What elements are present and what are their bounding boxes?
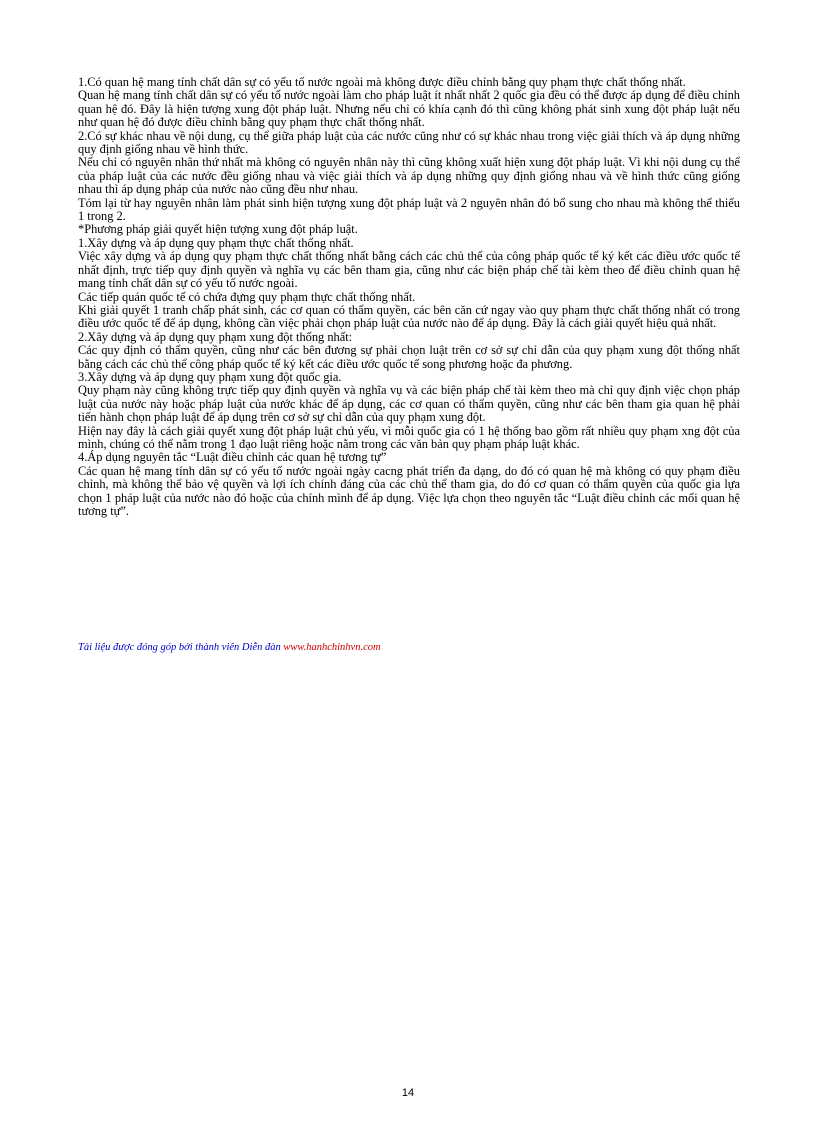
forum-link[interactable]: www.hanhchinhvn.com xyxy=(283,642,381,653)
paragraph: Tóm lại từ hay nguyên nhân làm phát sinh hiện tượng xung đột pháp luật và 2 nguyên nhân đó bổ sung cho nhau mà không thể thiếu 1 trong 2. xyxy=(78,195,740,224)
paragraph: Các quy định có thẩm quyền, cũng như các bên đương sự phải chọn luật trên cơ sở sự chỉ dẫn của quy phạm xung đột thống nhất bằng cách các chủ thể công pháp quốc tế ký kết các điều ước quốc tế song phương hoặc đa phương. xyxy=(78,343,740,371)
subheading: 4.Áp dụng nguyên tắc “Luật điều chỉnh các quan hệ tương tự” xyxy=(78,450,387,465)
paragraph: Việc xây dựng và áp dụng quy phạm thực chất thống nhất bằng cách các chủ thể của công pháp quốc tế ký kết các điều ước quốc tế nhất định, trực tiếp quy định quyền và nghĩa vụ các bên tham gia, cũng như các biện pháp chế tài kèm theo để điều chỉnh quan hệ mang tính chất dân sự có yếu tố nước ngoài. xyxy=(78,249,740,291)
contribution-note xyxy=(78,641,740,654)
subheading: 2.Xây dựng và áp dụng quy phạm xung đột thống nhất: xyxy=(78,329,353,344)
subheading: 3.Xây dựng và áp dụng quy phạm xung đột quốc gia. xyxy=(78,369,342,384)
paragraph: Các tiếp quán quốc tế có chứa đựng quy phạm thực chất thống nhất. xyxy=(78,289,416,304)
page-number: 14 xyxy=(401,1087,415,1099)
paragraph: 1.Có quan hệ mang tính chất dân sự có yếu tố nước ngoài mà không được điều chỉnh bằng quy phạm thực chất thống nhất. xyxy=(78,75,686,89)
section-heading: *Phương pháp giải quyết hiện tượng xung đột pháp luật. xyxy=(78,222,358,237)
contribution-text: Tài liệu được đóng góp bởi thành viên Diễn đàn xyxy=(78,642,284,653)
paragraph: Khi giải quyết 1 tranh chấp phát sinh, các cơ quan có thẩm quyền, các bên căn cứ ngay vào quy phạm thực chất thống nhất có trong điều ước quốc tế để áp dụng, không cần việc phải chọn pháp luật của nước nào để áp dụng. Đây là cách giải quyết hiệu quả nhất. xyxy=(78,302,740,331)
paragraph: Các quan hệ mang tính dân sự có yếu tố nước ngoài ngày cacng phát triển đa dạng, do đó có quan hệ mà không có quy phạm điều chỉnh, mà không thể bảo vệ quyền và lợi ích chính đáng của các chủ thể tham gia, do đó cơ quan có thẩm quyền của quốc gia lựa chọn 1 pháp luật của nước nào đó hoặc của chính mình để áp dụng. Việc lựa chọn theo nguyên tắc “Luật điều chỉnh các mối quan hệ tương tự”. xyxy=(78,463,740,518)
paragraph: Hiện nay đây là cách giải quyết xung đột pháp luật chủ yếu, vì mỗi quốc gia có 1 hệ thống bao gồm rất nhiều quy phạm xng đột của mình, chúng có thể nằm trong 1 đạo luật riêng hoặc nằm trong các văn bản quy phạm pháp luật khác. xyxy=(78,423,740,451)
paragraph: Quy phạm này cũng không trực tiếp quy định quyền và nghĩa vụ và các biện pháp chế tài kèm theo mà chỉ quy định việc chọn pháp luật của nước này hoặc pháp luật của nước khác để áp dụng, các cơ quan có thẩm quyền, cũng như các bên tham gia quan hệ phải tiến hành chọn pháp luật để áp dụng trên cơ sở sự chỉ dẫn của quy phạm xung đột. xyxy=(78,383,740,425)
subheading: 1.Xây dựng và áp dụng quy phạm thực chất thống nhất. xyxy=(78,235,354,250)
paragraph: Nếu chỉ có nguyên nhân thứ nhất mà không có nguyên nhân này thì cũng không xuất hiện xung đột pháp luật. Vì khi nội dung cụ thể của pháp luật của các nước đều giống nhau và việc giải thích và áp dụng những quy định giống nhau và về hình thức cũng giống nhau thì áp dụng pháp của nước nào cũng đều như nhau. xyxy=(78,155,740,197)
paragraph: 2.Có sự khác nhau về nội dung, cụ thể giữa pháp luật của các nước cũng như có sự khác nhau trong việc giải thích và áp dụng những quy định giống nhau về hình thức. xyxy=(78,128,740,157)
document-body xyxy=(78,76,740,518)
paragraph: Quan hệ mang tính chất dân sự có yếu tố nước ngoài làm cho pháp luật ít nhất nhất 2 quốc gia đều có thể được áp dụng để điều chỉnh quan hệ đó. Đây là hiện tượng xung đột pháp luật. Nhưng nếu chỉ có khía cạnh đó thì cũng không phát sinh xung đột pháp luật nếu như quan hệ đó được điều chỉnh bằng quy phạm thực chất thống nhất. xyxy=(78,88,740,130)
